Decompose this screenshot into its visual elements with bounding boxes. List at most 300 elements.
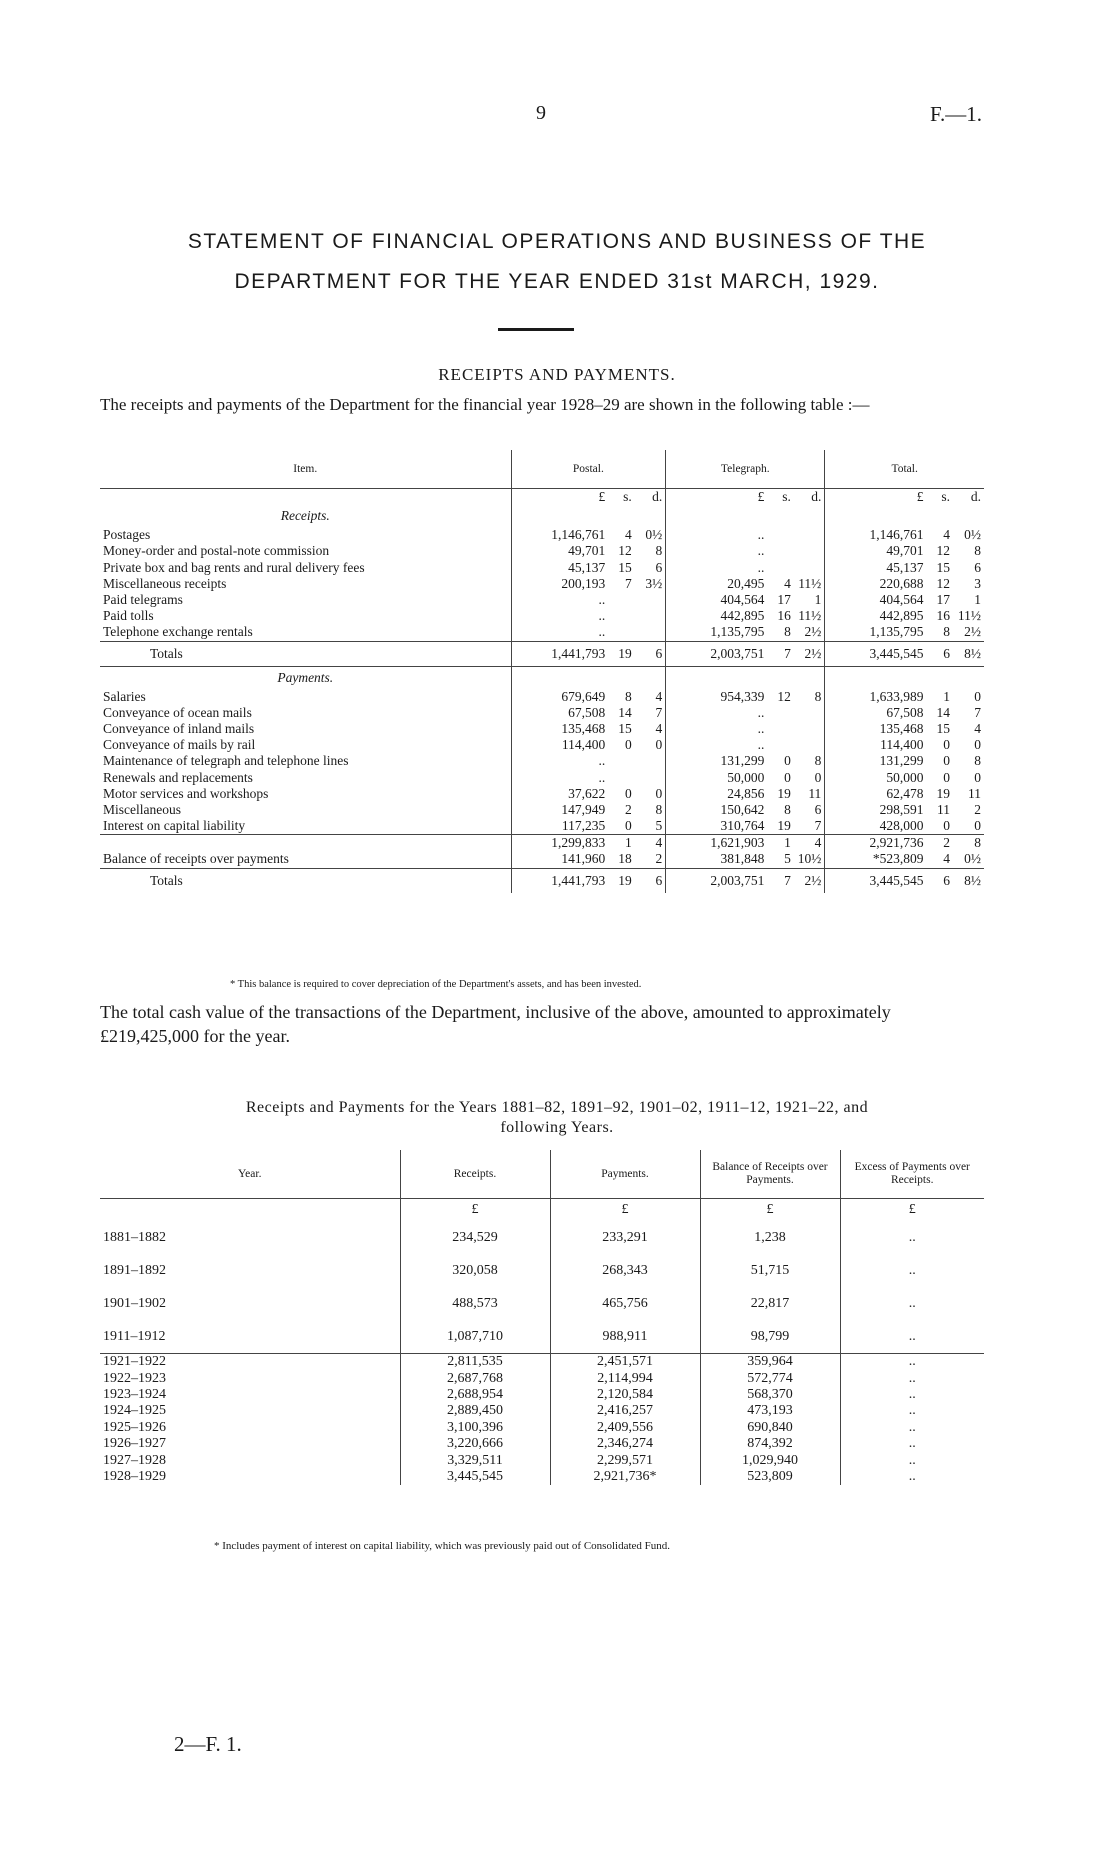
amount-cell: 8 [655,543,663,559]
unit-pound: £ [825,489,927,506]
amount-cell: 19 [777,818,791,834]
document-reference: F.—1. [930,102,982,126]
table-row [100,818,984,835]
row-label: Telephone exchange rentals [103,624,253,640]
amount-cell: 2 [655,851,663,867]
amount-cell [767,560,794,576]
amount-cell: 7 [655,704,663,720]
amount-cell: .. [511,592,608,608]
table-row [100,705,984,721]
row-label: Private box and bag rents and rural delivery fees [103,559,365,575]
table-row [100,576,984,592]
amount-cell: 12 [936,575,950,591]
amount-cell: 0 [625,818,632,834]
row-label: Postages [103,527,151,543]
main-title-line-1: STATEMENT OF FINANCIAL OPERATIONS AND BUSINESS OF THE [187,230,927,253]
amount-cell: 6 [926,641,953,666]
payments-label: Payments. [100,666,511,689]
amount-cell: 310,764 [666,818,768,835]
amount-cell [767,543,794,559]
amount-cell: 0 [625,785,632,801]
empty-cell [511,505,608,527]
value-cell: 3,100,396 [400,1420,550,1436]
section2-title-line-1: Receipts and Payments for the Years 1881–82, 1891–92, 1901–02, 1911–12, 1921–22, and [245,1099,869,1116]
amount-cell: .. [511,753,608,769]
amount-cell: 6 [655,559,663,575]
amount-cell: 1,135,795 [666,624,768,641]
header-payments: Payments. [550,1150,700,1199]
empty-cell [767,505,794,527]
cash-value-paragraph: The total cash value of the transactions of the Department, inclusive of the above, amounted to approximately £219,425,000 for the year. [100,1002,891,1046]
amount-cell [767,721,794,737]
amount-cell: 19 [608,868,635,893]
amount-cell [794,543,825,559]
amount-cell: 15 [618,559,632,575]
amount-cell: 16 [777,608,791,624]
amount-cell: 8 [943,624,950,640]
year-cell: 1926–1927 [103,1436,166,1452]
year-cell: 1928–1929 [103,1468,166,1484]
amount-cell: 6 [635,868,666,893]
amount-cell: 11½ [957,608,981,624]
amount-cell [794,721,825,737]
row-label: Paid telegrams [103,592,183,608]
value-cell: 51,715 [700,1254,840,1287]
row-label: Miscellaneous receipts [103,575,227,591]
amount-cell: 7 [767,868,794,893]
amount-cell: 8 [625,688,632,704]
amount-cell: 14 [618,704,632,720]
amount-cell: 3½ [645,575,663,591]
amount-cell: 8½ [953,868,984,893]
totals-label: Totals [100,868,511,893]
final-totals-row [100,868,984,893]
value-cell: .. [840,1254,984,1287]
section2-title [0,1098,1114,1138]
header-year: Year. [100,1150,400,1199]
amount-cell [635,769,666,785]
amount-cell: 6 [814,801,822,817]
amount-cell: 1,299,833 [511,835,608,852]
amount-cell: .. [666,721,768,737]
amount-cell: 8 [974,753,981,769]
amount-cell: 3,445,545 [825,641,927,666]
amount-cell: 0 [784,769,791,785]
amount-cell: .. [666,543,768,559]
amount-cell: 19 [936,785,950,801]
amount-cell: 0 [974,688,981,704]
amount-cell: 16 [936,608,950,624]
amount-cell: 2 [625,801,632,817]
row-label: Money-order and postal-note commission [103,543,330,559]
value-cell: 572,774 [700,1370,840,1386]
amount-cell: 0 [943,769,950,785]
amount-cell [608,608,635,624]
amount-cell: 5 [655,818,663,834]
table-row [100,1436,984,1452]
receipts-label: Receipts. [280,508,330,524]
value-cell: 234,529 [400,1221,550,1254]
amount-cell: 442,895 [666,608,768,624]
empty-cell [825,505,927,527]
value-cell: 2,811,535 [400,1354,550,1371]
value-cell: .. [840,1420,984,1436]
title-rule [498,328,574,331]
amount-cell: 3,445,545 [825,868,927,893]
empty-cell [953,666,984,689]
year-cell: 1891–1892 [103,1262,166,1278]
year-cell: 1901–1902 [103,1295,166,1311]
value-cell: 1,238 [700,1221,840,1254]
unit-pound: £ [550,1199,700,1222]
value-cell: 2,688,954 [400,1387,550,1403]
unit-pence: d. [811,489,822,505]
amount-cell: 12 [936,543,950,559]
amount-cell: 6 [974,559,981,575]
footnote-balance: * This balance is required to cover depreciation of the Department's assets, and has been invested. [230,979,642,990]
empty-cell [926,505,953,527]
value-cell: 2,921,736* [550,1469,700,1485]
amount-cell: 0½ [964,527,981,543]
year-cell: 1924–1925 [103,1403,166,1419]
row-label: Motor services and workshops [103,785,269,801]
amount-cell: 6 [635,641,666,666]
units-spacer [100,1199,400,1222]
empty-cell [635,666,666,689]
amount-cell: 0 [943,737,950,753]
unit-shilling: s. [623,489,632,505]
value-cell: 2,687,768 [400,1370,550,1386]
value-cell: 874,392 [700,1436,840,1452]
amount-cell: 404,564 [825,592,927,608]
units-spacer [100,489,511,506]
value-cell: .. [840,1403,984,1419]
amount-cell: 17 [777,592,791,608]
header-item: Item. [100,450,511,489]
year-cell: 1922–1923 [103,1370,166,1386]
amount-cell: 131,299 [666,753,768,769]
value-cell: 22,817 [700,1287,840,1320]
amount-cell: 49,701 [825,543,927,559]
empty-cell [794,666,825,689]
amount-cell: 131,299 [825,753,927,769]
empty-cell [635,505,666,527]
value-cell: 690,840 [700,1420,840,1436]
table-row [100,1387,984,1403]
empty-cell [926,666,953,689]
amount-cell: 4 [635,835,666,852]
amount-cell: 2 [974,801,981,817]
amount-cell: 1,441,793 [511,641,608,666]
amount-cell: 404,564 [666,592,768,608]
header-telegraph: Telegraph. [666,450,825,489]
amount-cell: 12 [618,543,632,559]
value-cell: 523,809 [700,1469,840,1485]
year-cell: 1881–1882 [103,1229,166,1245]
amount-cell [767,705,794,721]
empty-cell [666,505,768,527]
amount-cell [635,624,666,641]
header-excess: Excess of Payments over Receipts. [840,1150,984,1199]
amount-cell: .. [666,527,768,543]
amount-cell: 150,642 [666,802,768,818]
value-cell: 320,058 [400,1254,550,1287]
year-cell: 1911–1912 [103,1328,166,1344]
amount-cell: 0 [974,769,981,785]
amount-cell: 20,495 [666,576,768,592]
amount-cell: 2,003,751 [666,641,768,666]
empty-cell [794,505,825,527]
amount-cell: 45,137 [825,560,927,576]
row-label: Conveyance of mails by rail [103,737,256,753]
amount-cell: .. [666,737,768,753]
amount-cell: 2½ [794,868,825,893]
empty-cell [767,666,794,689]
amount-cell: 8½ [953,641,984,666]
amount-cell [794,560,825,576]
amount-cell: 200,193 [511,576,608,592]
table-row [100,1370,984,1386]
value-cell: 3,329,511 [400,1452,550,1468]
table-row [100,802,984,818]
amount-cell: 3 [974,575,981,591]
amount-cell: 7 [767,641,794,666]
payments-subtotal-row [100,835,984,852]
value-cell: 359,964 [700,1354,840,1371]
amount-cell: 0½ [645,527,663,543]
amount-cell [635,753,666,769]
amount-cell [608,753,635,769]
table-row [100,1254,984,1287]
row-label: Conveyance of inland mails [103,720,255,736]
table-row [100,1452,984,1468]
amount-cell [608,769,635,785]
value-cell: 2,120,584 [550,1387,700,1403]
table-row [100,769,984,785]
value-cell: .. [840,1320,984,1354]
empty-cell [666,666,768,689]
table-row [100,753,984,769]
table-row [100,1469,984,1485]
value-cell: 1,087,710 [400,1320,550,1354]
table-row [100,689,984,705]
amount-cell: 428,000 [825,818,927,835]
amount-cell: 1 [974,592,981,608]
amount-cell: 954,339 [666,689,768,705]
value-cell: 98,799 [700,1320,840,1354]
unit-pence: d. [652,489,663,505]
unit-pound: £ [666,489,768,506]
amount-cell: 4 [794,835,825,852]
amount-cell: 4 [943,851,950,867]
amount-cell: 50,000 [666,769,768,785]
amount-cell: 49,701 [511,543,608,559]
amount-cell [767,527,794,543]
amount-cell: 10½ [797,851,822,867]
amount-cell: 0 [655,785,663,801]
receipts-totals-row [100,641,984,666]
amount-cell: 0 [655,737,663,753]
row-label: Miscellaneous [103,801,181,817]
amount-cell: 2,921,736 [825,835,927,852]
empty-cell [608,666,635,689]
amount-cell: .. [511,624,608,641]
value-cell: .. [840,1387,984,1403]
value-cell: 2,346,274 [550,1436,700,1452]
amount-cell: 8 [814,688,822,704]
empty-cell [825,666,927,689]
amount-cell: 1,135,795 [825,624,927,641]
receipts-payments-table [100,450,984,893]
value-cell: 2,114,994 [550,1370,700,1386]
amount-cell: 147,949 [511,802,608,818]
payments-subheading [100,666,984,689]
amount-cell: 18 [618,851,632,867]
amount-cell: 11 [968,785,981,801]
amount-cell: 19 [608,641,635,666]
amount-cell: 114,400 [511,737,608,753]
amount-cell [635,592,666,608]
table-row [100,1221,984,1254]
amount-cell: 67,508 [825,705,927,721]
amount-cell: 0 [814,769,822,785]
page-footer: 2—F. 1. [174,1732,242,1756]
balance-label: Balance of receipts over payments [103,851,289,867]
table-row [100,527,984,543]
amount-cell: 1 [814,592,822,608]
empty-cell [953,505,984,527]
amount-cell: .. [511,608,608,624]
amount-cell: 8 [814,753,822,769]
amount-cell: 45,137 [511,560,608,576]
table-row [100,1420,984,1436]
row-label: Salaries [103,688,146,704]
amount-cell: 7 [814,818,822,834]
value-cell: .. [840,1469,984,1485]
value-cell: 3,445,545 [400,1469,550,1485]
amount-cell: 4 [655,720,663,736]
amount-cell: 220,688 [825,576,927,592]
balance-row [100,851,984,868]
footnote-interest: * Includes payment of interest on capital liability, which was previously paid out of Consolidated Fund. [214,1540,671,1552]
main-title-line-2: DEPARTMENT FOR THE YEAR ENDED 31st MARCH, 1929. [234,270,880,293]
amount-cell: 135,468 [511,721,608,737]
row-label: Maintenance of telegraph and telephone lines [103,753,349,769]
amount-cell: 1,621,903 [666,835,768,852]
amount-cell: 11½ [798,608,822,624]
unit-pound: £ [511,489,608,506]
unit-shilling: s. [941,489,950,505]
table-row [100,1320,984,1354]
amount-cell: 2½ [804,624,822,640]
amount-cell: 50,000 [825,769,927,785]
table-row [100,1287,984,1320]
value-cell: .. [840,1287,984,1320]
amount-cell: 117,235 [511,818,608,835]
amount-cell: 17 [936,592,950,608]
amount-cell: 1 [767,835,794,852]
section2-title-line-2: following Years. [500,1119,614,1136]
header-total: Total. [825,450,984,489]
value-cell: 465,756 [550,1287,700,1320]
amount-cell: 2½ [794,641,825,666]
year-cell: 1925–1926 [103,1419,166,1435]
header-balance: Balance of Receipts over Payments. [700,1150,840,1199]
value-cell: 2,889,450 [400,1403,550,1419]
year-cell: 1923–1924 [103,1386,166,1402]
amount-cell: 0 [943,753,950,769]
amount-cell: 4 [784,575,791,591]
value-cell: 988,911 [550,1320,700,1354]
amount-cell: 4 [943,527,950,543]
value-cell: 1,029,940 [700,1452,840,1468]
amount-cell: 1 [943,688,950,704]
section1-title: RECEIPTS AND PAYMENTS. [438,365,676,384]
row-label: Interest on capital liability [103,818,246,834]
row-label: Conveyance of ocean mails [103,704,252,720]
amount-cell: 1,146,761 [825,527,927,543]
amount-cell: 298,591 [825,802,927,818]
amount-cell: 0 [974,818,981,834]
unit-pound: £ [840,1199,984,1222]
amount-cell: .. [511,769,608,785]
value-cell: 488,573 [400,1287,550,1320]
amount-cell [608,624,635,641]
value-cell: 233,291 [550,1221,700,1254]
amount-cell: 6 [926,868,953,893]
table-row [100,1403,984,1419]
amount-cell: 8 [655,801,663,817]
amount-cell: 0 [784,753,791,769]
amount-cell: 12 [777,688,791,704]
table-row [100,543,984,559]
unit-pound: £ [400,1199,550,1222]
amount-cell: 442,895 [825,608,927,624]
page-number: 9 [536,102,546,124]
amount-cell: 4 [974,720,981,736]
amount-cell: 24,856 [666,786,768,802]
value-cell: .. [840,1452,984,1468]
value-cell: .. [840,1354,984,1371]
units-row [100,1199,984,1222]
amount-cell: 2,003,751 [666,868,768,893]
amount-cell: 114,400 [825,737,927,753]
amount-cell: 4 [625,527,632,543]
amount-cell: 7 [974,704,981,720]
amount-cell: 15 [936,559,950,575]
table-row [100,592,984,608]
value-cell: 2,299,571 [550,1452,700,1468]
amount-cell: 0 [943,818,950,834]
amount-cell [635,608,666,624]
historical-table [100,1150,984,1485]
intro-paragraph: The receipts and payments of the Department for the financial year 1928–29 are shown in the following table :— [100,395,870,414]
value-cell: 568,370 [700,1387,840,1403]
units-row [100,489,984,506]
value-cell: 2,451,571 [550,1354,700,1371]
amount-cell [767,737,794,753]
amount-cell: 8 [974,543,981,559]
amount-cell: 67,508 [511,705,608,721]
amount-cell [794,705,825,721]
amount-cell: .. [666,705,768,721]
totals-label: Totals [100,641,511,666]
header-receipts: Receipts. [400,1150,550,1199]
amount-cell: 1,441,793 [511,868,608,893]
empty-cell [100,835,511,852]
amount-cell: 19 [777,785,791,801]
amount-cell: 11½ [798,575,822,591]
